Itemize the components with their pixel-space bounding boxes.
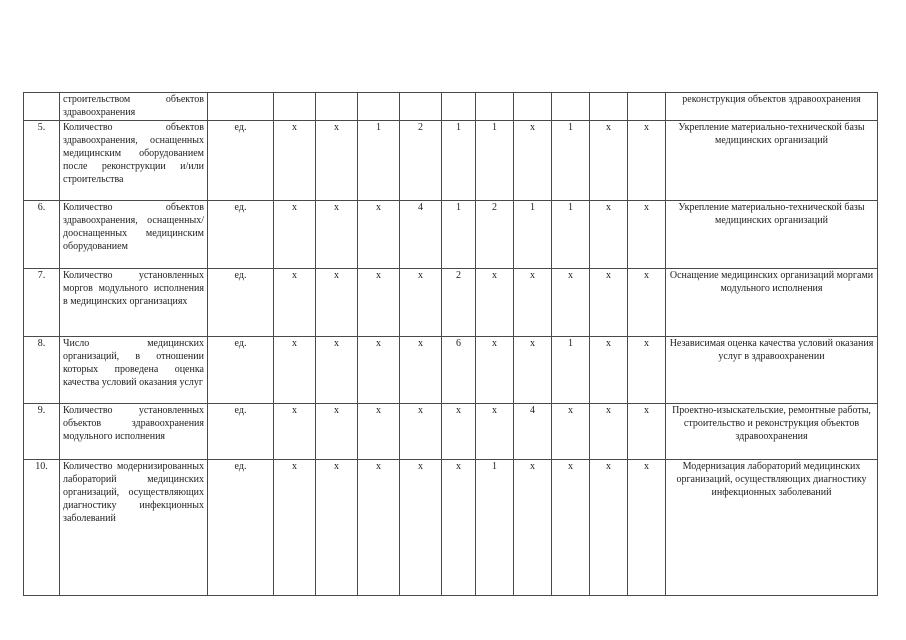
value-cell <box>442 93 476 121</box>
table-row <box>24 337 878 404</box>
value-cell <box>358 93 400 121</box>
value-cell: х <box>514 269 552 337</box>
value-cell: х <box>628 404 666 460</box>
value-cell: х <box>400 460 442 596</box>
value-cell <box>552 93 590 121</box>
activity-note: реконструкция объектов здравоохранения <box>666 93 878 121</box>
indicators-table <box>23 92 878 596</box>
value-cell: х <box>274 269 316 337</box>
value-cell: х <box>316 201 358 269</box>
value-cell: х <box>476 404 514 460</box>
value-cell: х <box>316 269 358 337</box>
value-cell <box>514 93 552 121</box>
value-cell: х <box>590 337 628 404</box>
value-cell: х <box>358 269 400 337</box>
value-cell <box>274 93 316 121</box>
value-cell: х <box>274 337 316 404</box>
value-cell: 1 <box>358 121 400 201</box>
value-cell: 2 <box>476 201 514 269</box>
unit-cell: ед. <box>208 460 274 596</box>
row-number <box>24 93 60 121</box>
table-row <box>24 269 878 337</box>
value-cell: х <box>514 337 552 404</box>
value-cell: х <box>358 337 400 404</box>
value-cell <box>476 93 514 121</box>
value-cell: х <box>590 269 628 337</box>
row-number: 8. <box>24 337 60 404</box>
value-cell: 1 <box>552 337 590 404</box>
value-cell: х <box>514 121 552 201</box>
value-cell: 4 <box>400 201 442 269</box>
value-cell <box>590 93 628 121</box>
value-cell: 6 <box>442 337 476 404</box>
value-cell: х <box>628 121 666 201</box>
indicator-name: Количество модернизированных лабораторий медицинских организаций, осуществляющих диагностику инфекционных заболеваний <box>60 460 208 596</box>
value-cell: 1 <box>514 201 552 269</box>
value-cell: х <box>552 460 590 596</box>
value-cell: 1 <box>442 201 476 269</box>
unit-cell: ед. <box>208 337 274 404</box>
indicator-name: Число медицинских организаций, в отношении которых проведена оценка качества условий оказания услуг <box>60 337 208 404</box>
value-cell: х <box>400 337 442 404</box>
value-cell <box>628 93 666 121</box>
value-cell: х <box>552 269 590 337</box>
value-cell: х <box>590 460 628 596</box>
value-cell <box>400 93 442 121</box>
value-cell: х <box>590 404 628 460</box>
indicator-name: Количество установленных моргов модульного исполнения в медицинских организациях <box>60 269 208 337</box>
activity-note: Оснащение медицинских организаций моргами модульного исполнения <box>666 269 878 337</box>
unit-cell: ед. <box>208 201 274 269</box>
value-cell: х <box>476 337 514 404</box>
value-cell: х <box>316 121 358 201</box>
table-row <box>24 93 878 121</box>
value-cell: х <box>274 201 316 269</box>
value-cell: х <box>400 404 442 460</box>
value-cell: х <box>274 121 316 201</box>
value-cell: х <box>628 201 666 269</box>
value-cell: х <box>358 404 400 460</box>
value-cell: х <box>442 460 476 596</box>
value-cell: х <box>400 269 442 337</box>
value-cell: х <box>274 460 316 596</box>
value-cell: 1 <box>442 121 476 201</box>
unit-cell <box>208 93 274 121</box>
value-cell: х <box>316 404 358 460</box>
row-number: 10. <box>24 460 60 596</box>
value-cell: х <box>442 404 476 460</box>
table-row <box>24 121 878 201</box>
activity-note: Укрепление материально-технической базы медицинских организаций <box>666 201 878 269</box>
value-cell: х <box>358 460 400 596</box>
table-row <box>24 460 878 596</box>
value-cell: х <box>590 121 628 201</box>
unit-cell: ед. <box>208 404 274 460</box>
value-cell: х <box>316 337 358 404</box>
activity-note: Модернизация лабораторий медицинских организаций, осуществляющих диагностику инфекционных заболеваний <box>666 460 878 596</box>
row-number: 6. <box>24 201 60 269</box>
unit-cell: ед. <box>208 121 274 201</box>
value-cell: х <box>628 460 666 596</box>
table-row <box>24 404 878 460</box>
value-cell: х <box>628 269 666 337</box>
row-number: 9. <box>24 404 60 460</box>
row-number: 7. <box>24 269 60 337</box>
value-cell: 2 <box>400 121 442 201</box>
activity-note: Проектно-изыскательские, ремонтные работы, строительство и реконструкция объектов здравоохранения <box>666 404 878 460</box>
value-cell: х <box>590 201 628 269</box>
value-cell: х <box>552 404 590 460</box>
activity-note: Независимая оценка качества условий оказания услуг в здравоохранении <box>666 337 878 404</box>
unit-cell: ед. <box>208 269 274 337</box>
value-cell: х <box>514 460 552 596</box>
value-cell: 1 <box>552 201 590 269</box>
indicator-name: Количество объектов здравоохранения, оснащенных медицинским оборудованием после реконструкции и/или строительства <box>60 121 208 201</box>
activity-note: Укрепление материально-технической базы медицинских организаций <box>666 121 878 201</box>
row-number: 5. <box>24 121 60 201</box>
value-cell: х <box>476 269 514 337</box>
value-cell <box>316 93 358 121</box>
value-cell: х <box>628 337 666 404</box>
value-cell: 1 <box>552 121 590 201</box>
value-cell: 1 <box>476 460 514 596</box>
value-cell: 1 <box>476 121 514 201</box>
table-row <box>24 201 878 269</box>
value-cell: х <box>358 201 400 269</box>
value-cell: х <box>274 404 316 460</box>
indicator-name: строительством объектов здравоохранения <box>60 93 208 121</box>
value-cell: х <box>316 460 358 596</box>
value-cell: 2 <box>442 269 476 337</box>
indicator-name: Количество объектов здравоохранения, оснащенных/дооснащенных медицинским оборудованием <box>60 201 208 269</box>
value-cell: 4 <box>514 404 552 460</box>
indicator-name: Количество установленных объектов здравоохранения модульного исполнения <box>60 404 208 460</box>
